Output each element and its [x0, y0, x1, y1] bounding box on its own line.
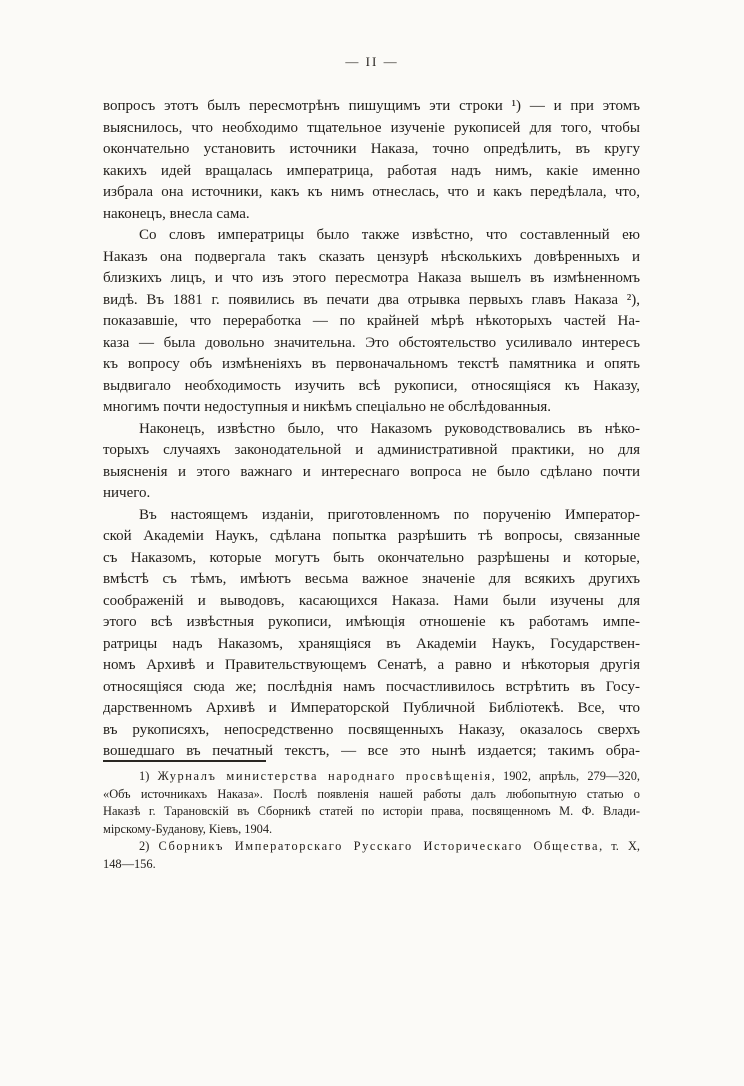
page-number: — II —	[345, 54, 399, 69]
text-line: 148—156.	[103, 856, 156, 871]
text-line: съ Наказомъ, которые могутъ быть окончательно разрѣшены и которые,	[103, 549, 640, 566]
text-line: выдвигало необходимость изучить всѣ рукописи, относящіяся къ Наказу,	[103, 377, 640, 394]
footnote-1-marker: 1)	[139, 769, 158, 783]
footnotes	[103, 768, 640, 873]
paragraph-4	[103, 505, 640, 763]
footnote-1-ref: , 1902, апрѣль, 279—320,	[491, 769, 640, 783]
text-line: Въ настоящемъ изданіи, приготовленномъ по порученію Император-	[139, 506, 640, 523]
text-line: многимъ почти недоступныя и никѣмъ спеціально не обслѣдованныя.	[103, 399, 552, 415]
text-line: Наконецъ, извѣстно было, что Наказомъ руководствовались въ нѣко-	[139, 420, 640, 437]
text-line: «Объ источникахъ Наказа». Послѣ появленія нашей работы далъ любопытную статью о	[103, 786, 640, 801]
text-line: ратрицы надъ Наказомъ, хранящіяся въ Академіи Наукъ, Государствен-	[103, 635, 640, 652]
paragraph-3	[103, 419, 640, 505]
footnote-1	[103, 768, 640, 838]
footnote-2-spaced-title: Сборникъ Императорскаго Русскаго Историческаго Общества	[158, 839, 600, 853]
text-line: этого всѣ извѣстныя рукописи, имѣющія отношеніе къ работамъ импе-	[103, 614, 640, 630]
paragraph-2	[103, 225, 640, 419]
text-line: соображеній и выводовъ, касающихся Наказа. Нами были изучены для	[103, 592, 640, 609]
text-line	[103, 768, 640, 786]
text-line: наконецъ, внесла сама.	[103, 205, 250, 222]
text-line: Наказъ она подвергала такъ сказать цензурѣ нѣсколькихъ довѣренныхъ и	[103, 248, 640, 265]
body-text	[103, 96, 640, 763]
footnote-1-spaced-title: Журналъ министерства народнаго просвѣщенія	[157, 769, 492, 783]
text-line: мірскому-Буданову, Кіевъ, 1904.	[103, 821, 273, 836]
text-line: вопросъ этотъ былъ пересмотрѣнъ пишущимъ эти строки ¹) — и при этомъ	[103, 98, 640, 114]
text-line: окончательно установить источники Наказа, точно опредѣлить, въ кругу	[103, 141, 640, 157]
text-line: ской Академіи Наукъ, сдѣлана попытка разрѣшить тѣ вопросы, связанные	[103, 528, 640, 544]
text-line: въ рукописяхъ, непосредственно посвященныхъ Наказу, оказалось сверхъ	[103, 721, 640, 738]
text-line: вошедшаго въ печатный текстъ, — все это нынѣ издается; такимъ обра-	[103, 743, 640, 759]
text-line: ничего.	[103, 485, 151, 501]
text-line: къ вопросу объ измѣненіяхъ въ первоначальномъ текстѣ памятника и опять	[103, 356, 640, 372]
text-line: торыхъ случаяхъ законодательной и административной практики, но для	[103, 442, 640, 458]
text-line: вмѣстѣ съ тѣмъ, имѣютъ весьма важное значеніе для всякихъ другихъ	[103, 571, 640, 587]
text-line	[103, 838, 640, 856]
text-line: выяснилось, что необходимо тщательное изученіе рукописей для того, чтобы	[103, 119, 640, 136]
text-line: выясненія и этого важнаго и интереснаго вопроса не было сдѣлано почти	[103, 463, 640, 480]
text-line: относящіяся сюда же; послѣднія намъ посчастливилось встрѣтить въ Госу-	[103, 678, 640, 695]
text-line: какихъ идей вращалась императрица, работая надъ нимъ, какіе именно	[103, 162, 640, 179]
text-line: Со словъ императрицы было также извѣстно, что составленный ею	[139, 227, 640, 243]
text-line: Наказѣ г. Тарановскій въ Сборникѣ статей по исторіи права, посвященномъ М. Ф. Влади-	[103, 804, 640, 818]
text-line: каза — была довольно значительна. Это обстоятельство усиливало интересъ	[103, 334, 640, 351]
footnote-2-marker: 2)	[139, 839, 159, 853]
text-line: показавшіе, что переработка — по крайней мѣрѣ нѣкоторыхъ частей На-	[103, 313, 640, 329]
footnote-2-ref: , т. X,	[599, 839, 640, 853]
text-line: избрала она источники, какъ къ нимъ отнеслась, что и какъ передѣлала, что,	[103, 184, 640, 200]
footnote-2	[103, 838, 640, 873]
text-line: номъ Архивѣ и Правительствующемъ Сенатѣ, а равно и нѣкоторыя другія	[103, 657, 640, 673]
text-line: видѣ. Въ 1881 г. появились въ печати два отрывка первыхъ главъ Наказа ²),	[103, 291, 640, 308]
text-line: близкихъ лицъ, и что изъ этого пересмотра Наказа вышелъ въ измѣненномъ	[103, 270, 640, 286]
text-line: дарственномъ Архивѣ и Императорской Публичной Библіотекѣ. Все, что	[103, 700, 640, 716]
paragraph-1	[103, 96, 640, 225]
footnote-separator	[103, 760, 266, 762]
